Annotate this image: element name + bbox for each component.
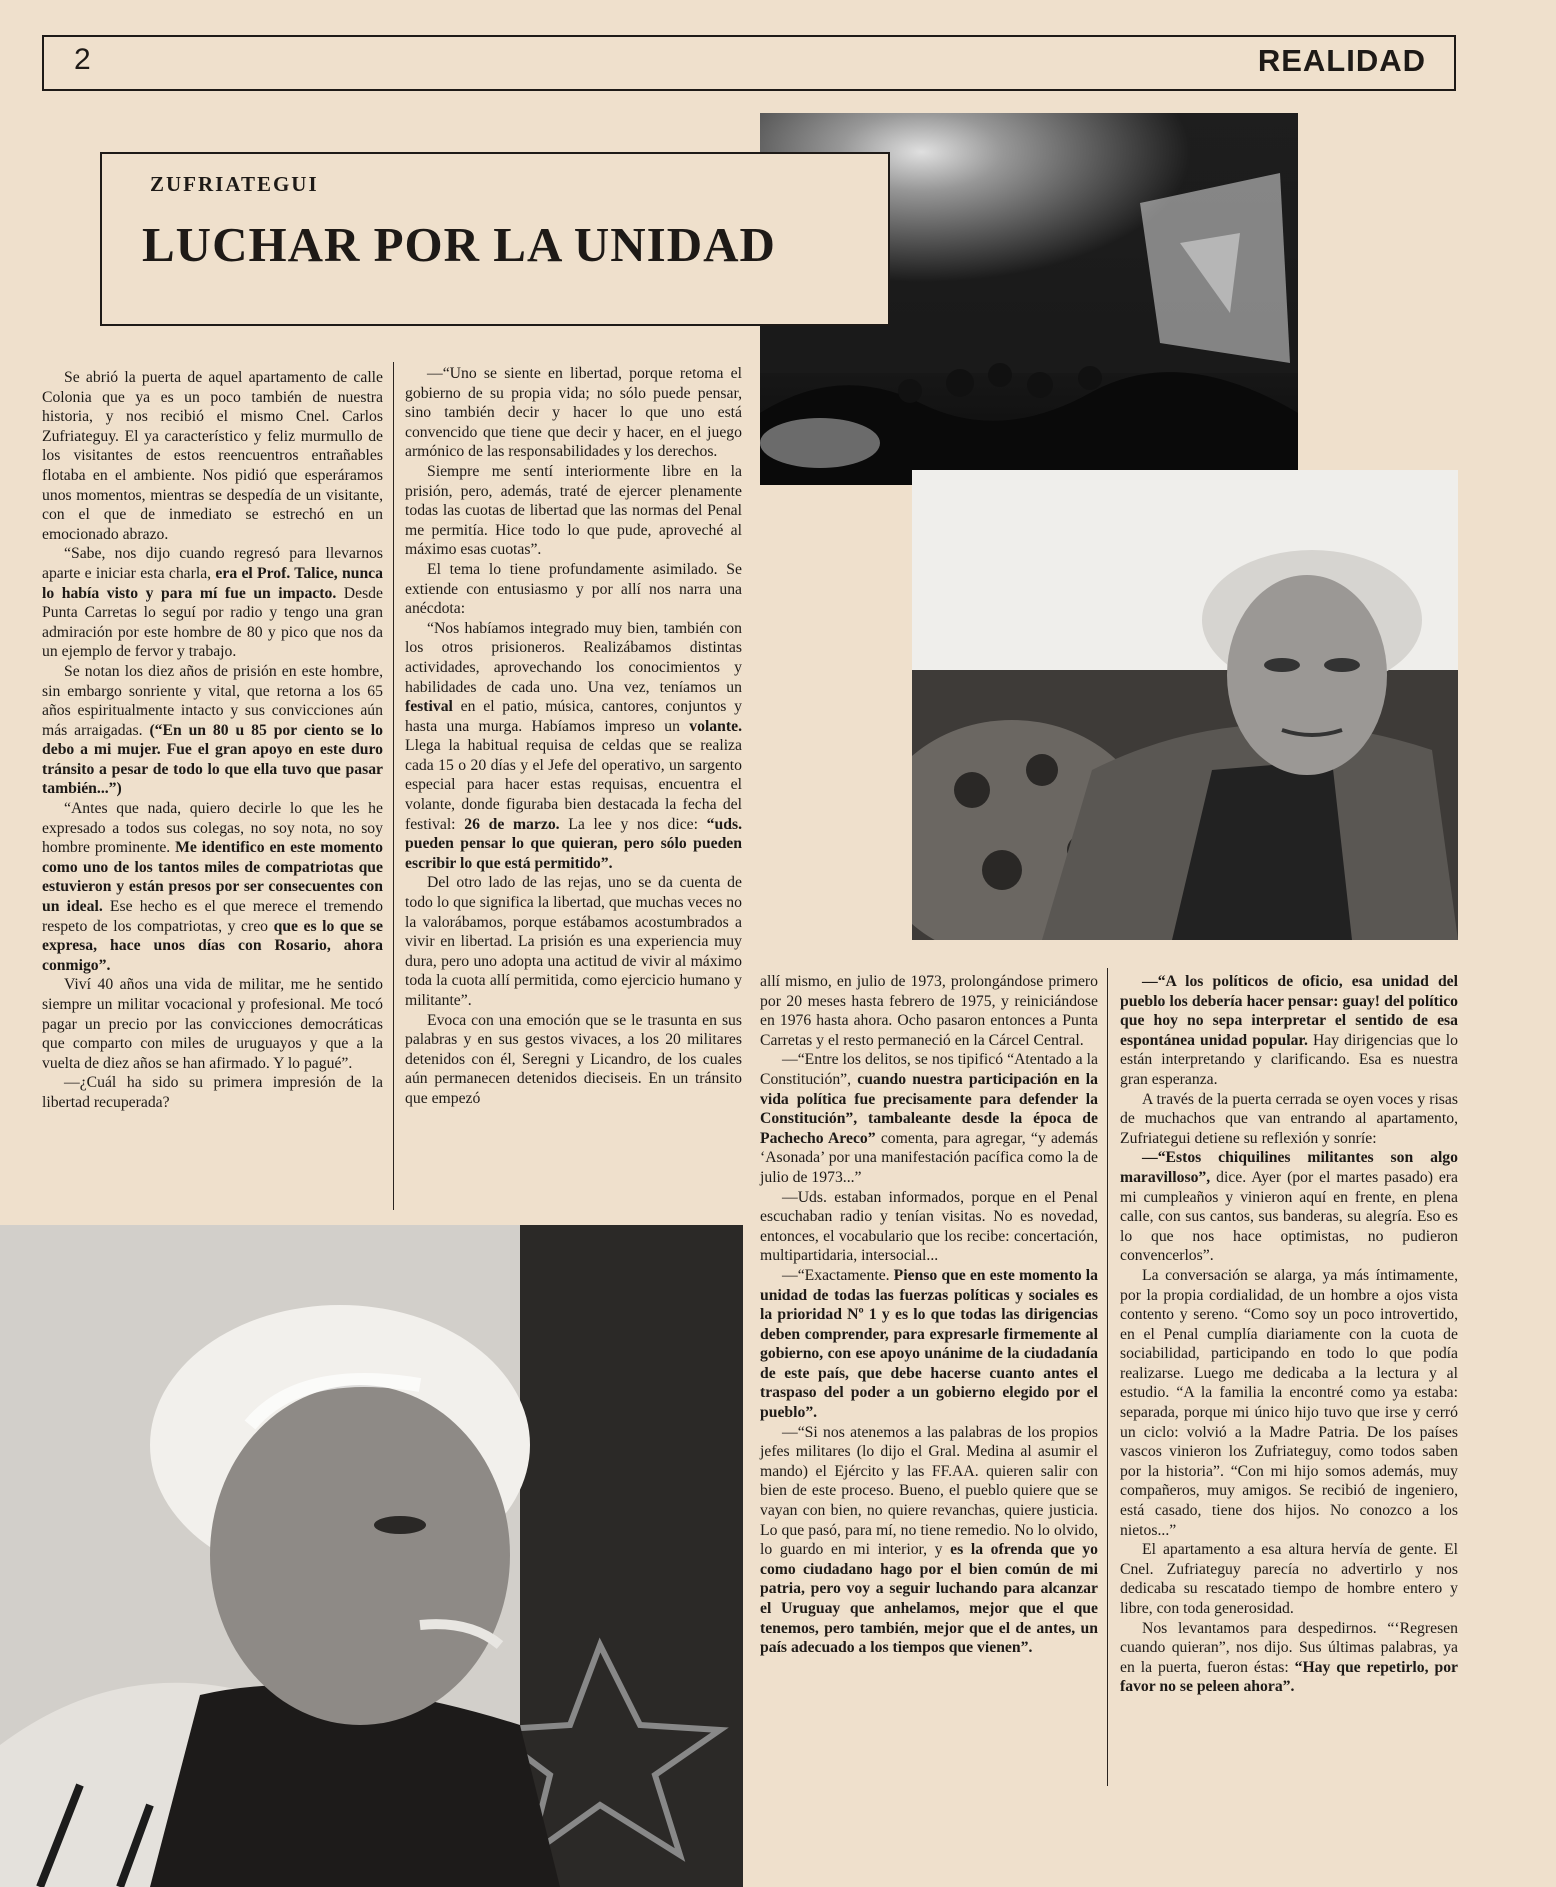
paragraph xyxy=(1120,1090,1458,1149)
article-column-1 xyxy=(42,368,383,1113)
text-run: Ese hecho es el que merece el tremendo respeto de los compatriotas, y creo xyxy=(42,898,383,935)
bold-text: que es lo que se expresa, hace unos días con Rosario, ahora conmigo”. xyxy=(42,917,383,974)
page-number: 2 xyxy=(74,43,91,76)
paragraph xyxy=(760,972,1098,1050)
bold-text: Me identifico en este momento como uno de los tantos miles de compatriotas que estuvieron y están presos por ser consecuentes con un ideal. xyxy=(42,839,383,916)
paragraph xyxy=(42,975,383,1073)
text-run: A través de la puerta cerrada se oyen voces y risas de muchachos que van entrando al apartamento, Zufriategui detiene su reflexión y sonríe: xyxy=(1120,1090,1458,1147)
text-run: El tema lo tiene profundamente asimilado. Se extiende con entusiasmo y por allí nos narra una anécdota: xyxy=(405,560,742,618)
paragraph xyxy=(405,560,742,619)
text-run: Evoca con una emoción que se le trasunta en sus palabras y en sus gestos vivaces, a los 20 militares detenidos con él, Seregni y Licandro, de los cuales aún permanecen detenidos dieciseis. En un tránsito que empezó xyxy=(405,1011,742,1107)
bold-text: (“En un 80 u 85 por ciento se lo debo a mi mujer. Fue el gran apoyo en este duro tránsito a pesar de todo lo que ella tuvo que pasar también...”) xyxy=(42,721,383,798)
paragraph xyxy=(1120,1540,1458,1618)
article-column-2 xyxy=(405,364,742,1109)
paragraph xyxy=(1120,972,1458,1090)
column-rule xyxy=(1107,968,1108,1786)
text-run: dice. Ayer (por el martes pasado) era mi cumpleaños y vinieron aquí en frente, en plena calle, con sus cantos, sus banderas, su alegría. Eso es lo que nos hace optimistas, no pudieron convencerlos”. xyxy=(1120,1168,1458,1265)
text-run: —“Exactamente. xyxy=(782,1266,894,1284)
portrait-photo-right xyxy=(912,470,1458,940)
article-column-3 xyxy=(760,972,1098,1658)
text-run: Se notan los diez años de prisión en este hombre, sin embargo sonriente y vital, que retorna a los 65 años espiritualmente intacto y sus convicciones aún más arraigadas. xyxy=(42,662,383,739)
text-run: Llega la habitual requisa de celdas que se realiza cada 15 o 20 días y el Jefe del operativo, un sargento especial para hacer estas requisas, encuentra el volante, donde figuraba bien destacada la fecha del festival: xyxy=(405,737,742,833)
paragraph xyxy=(42,368,383,544)
paragraph xyxy=(42,1073,383,1112)
text-run: Hay dirigencias que lo están interpretando y clarificando. Esa es nuestra gran esperanza. xyxy=(1120,1031,1458,1088)
text-run: Se abrió la puerta de aquel apartamento de calle Colonia que ya es un poco también de nuestra historia, y nos recibió el mismo Cnel. Carlos Zufriateguy. El ya característico y feliz murmullo de los visitantes de estos reencuentros entrañables flotaba en el ambiente. Nos pidió que esperáramos unos momentos, mientras se despedía de un visitante, con el que de inmediato se estrechó en un emocionado abrazo. xyxy=(42,369,383,543)
paragraph xyxy=(405,462,742,560)
bold-text: volante. xyxy=(689,717,742,735)
column-rule xyxy=(393,362,394,1210)
bold-text: Pienso que en este momento la unidad de todas las fuerzas políticas y sociales es la prioridad Nº 1 y es lo que todas las dirigencias deben comprender, para expresarle firmemente al gobierno, con ese apoyo unánime de la ciudadanía de este país, que debe hacerse cuanto antes el traspaso del poder a un gobierno elegido por el pueblo”. xyxy=(760,1266,1098,1422)
text-run: —“Entre los delitos, se nos tipificó “Atentado a la Constitución”, xyxy=(760,1051,1098,1088)
text-run: —“Uno se siente en libertad, porque retoma el gobierno de su propia vida; no sólo puede pensar, sino también decir y hacer lo que uno está convencido que tiene que decir y hacer, en el juego armónico de las responsabilidades y los derechos. xyxy=(405,365,742,461)
bold-text: “uds. pueden pensar lo que quieran, pero sólo pueden escribir lo que está permitido”. xyxy=(405,815,742,872)
text-run: —“Si nos atenemos a las palabras de los propios jefes militares (lo dijo el Gral. Medina al asumir el mando) el Ejército y las FF.AA. quieren salir con bien de este proceso. Bueno, el pueblo quiere que se vayan con bien, no quiere revanchas, quiere justicia. Lo que pasó, para mí, no tiene remedio. No lo olvido, lo guardo en mi interior, y xyxy=(760,1423,1098,1559)
text-run: —¿Cuál ha sido su primera impresión de la libertad recuperada? xyxy=(42,1074,383,1111)
paragraph xyxy=(405,619,742,874)
paragraph xyxy=(405,873,742,1010)
text-run: allí mismo, en julio de 1973, prolongándose primero por 20 meses hasta febrero de 1975, y reiniciándose en 1976 hasta ahora. Ocho pasaron entonces a Punta Carretas y el resto permaneció en la Cárcel Central. xyxy=(760,973,1098,1049)
paragraph xyxy=(760,1423,1098,1658)
paragraph xyxy=(42,544,383,662)
text-run: Desde Punta Carretas lo seguí por radio y tengo una gran admiración por este hombre de 80 y pico que nos da un ejemplo de fervor y trabajo. xyxy=(42,584,383,661)
headline-box xyxy=(100,152,890,326)
article-kicker: ZUFRIATEGUI xyxy=(150,172,319,196)
paragraph xyxy=(760,1050,1098,1187)
bold-text: cuando nuestra participación en la vida política fue precisamente para defender la Constitución”, tambaleante desde la época de Pachecho Areco” xyxy=(760,1070,1099,1147)
paragraph xyxy=(1120,1619,1458,1697)
text-run: “Antes que nada, quiero decirle lo que les he expresado a todos sus colegas, no soy nota, no soy hombre prominente. xyxy=(42,800,383,857)
paragraph xyxy=(1120,1266,1458,1540)
bold-text: “Hay que repetirlo, por favor no se peleen ahora”. xyxy=(1120,1658,1458,1696)
text-run: en el patio, música, cantores, conjuntos y hasta una murga. Habíamos impreso un xyxy=(405,698,742,735)
text-run: comenta, para agregar, “y además ‘Asonada’ por una manifestación pacífica como la de julio de 1973...” xyxy=(760,1129,1098,1186)
bold-text: 26 de marzo. xyxy=(464,815,560,833)
paragraph xyxy=(42,799,383,975)
bold-text: es la ofrenda que yo como ciudadano hago por el bien común de mi patria, pero voy a seguir luchando para alcanzar el Uruguay que anhelamos, mejor que el que tenemos, pero también, mejor que el de antes, un país adecuado a los tiempos que vienen”. xyxy=(760,1541,1098,1657)
text-run: Viví 40 años una vida de militar, me he sentido siempre un militar vocacional y profesional. Me tocó pagar un precio por las convicciones democráticas que comparto con miles de uruguayos y que a la vuelta de diez años se han afirmado. Y lo pagué”. xyxy=(42,976,383,1072)
bold-text: —“Estos chiquilines militantes son algo maravilloso”, xyxy=(1120,1149,1458,1186)
paragraph xyxy=(1120,1148,1458,1266)
text-run: “Nos habíamos integrado muy bien, también con los otros prisioneros. Realizábamos distintas actividades, aprovechando los conocimientos y habilidades de cada uno. Una vez, teníamos un xyxy=(405,619,742,696)
text-run: Nos levantamos para despedirnos. “‘Regresen cuando quieran”, nos dijo. Sus últimas palabras, ya en la puerta, fueron éstas: xyxy=(1120,1619,1458,1676)
page-header xyxy=(42,35,1456,91)
bold-text: —“A los políticos de oficio, esa unidad del pueblo los debería hacer pensar: guay! del político que hoy no sepa interpretar el sentido de esa espontánea unidad popular. xyxy=(1120,973,1458,1049)
text-run: Del otro lado de las rejas, uno se da cuenta de todo lo que significa la libertad, que muchas veces no la valorábamos, porque estábamos acostumbrados a vivir en libertad. La prisión es una experiencia muy dura, pero uno adopta una actitud de vivir al máximo toda la cuota allí permitida, como ejercicio humano y militante”. xyxy=(405,874,742,1009)
bold-text: era el Prof. Talice, nunca lo había visto y para mí fue un impacto. xyxy=(42,564,383,602)
text-run: “Sabe, nos dijo cuando regresó para llevarnos aparte e iniciar esta charla, xyxy=(42,545,383,582)
bold-text: festival xyxy=(405,698,453,716)
text-run: El apartamento a esa altura hervía de gente. El Cnel. Zufriateguy parecía no advertirlo y nos dedicaba su rescatado tiempo de hombre entero y libre, con toda generosidad. xyxy=(1120,1541,1458,1617)
text-run: Siempre me sentí interiormente libre en la prisión, pero, además, traté de ejercer plenamente todas las cuotas de libertad que las normas del Penal me permitía. Hice todo lo que pude, aproveché al máximo esas cuotas”. xyxy=(405,462,742,559)
article-title: LUCHAR POR LA UNIDAD xyxy=(142,217,776,272)
magazine-name: REALIDAD xyxy=(1257,43,1426,78)
paragraph xyxy=(405,1011,742,1109)
paragraph xyxy=(760,1188,1098,1266)
paragraph xyxy=(405,364,742,462)
portrait-photo-left xyxy=(0,1225,743,1887)
article-column-4 xyxy=(1120,972,1458,1697)
text-run: —Uds. estaban informados, porque en el Penal escuchaban radio y tenían visitas. No es novedad, entonces, el vocabulario que los recibe: concertación, multipartidaria, intersocial... xyxy=(760,1188,1098,1265)
text-run: La conversación se alarga, ya más íntimamente, por la propia cordialidad, de un hombre a ojos vista contento y sereno. “Como soy un poco introvertido, en el Penal cumplía diariamente con la cuota de sociabilidad, participando en todo lo que podía realizarse. Luego me dedicaba a la lectura y al estudio. “A la familia la encontré como ya estaba: separada, porque mi único hijo tuvo que irse y cerró un ciclo: volvió a la Madre Patria. De los países vascos vinieron los Zufriateguy, como todos saben por la historia”. “Con mi hijo somos además, muy compañeros, muy amigos. Se recibió de ingeniero, está casado, tiene dos hijos. No conozco a los nietos...” xyxy=(1120,1266,1458,1539)
paragraph xyxy=(760,1266,1098,1423)
paragraph xyxy=(42,662,383,799)
text-run: La lee y nos dice: xyxy=(559,815,707,833)
